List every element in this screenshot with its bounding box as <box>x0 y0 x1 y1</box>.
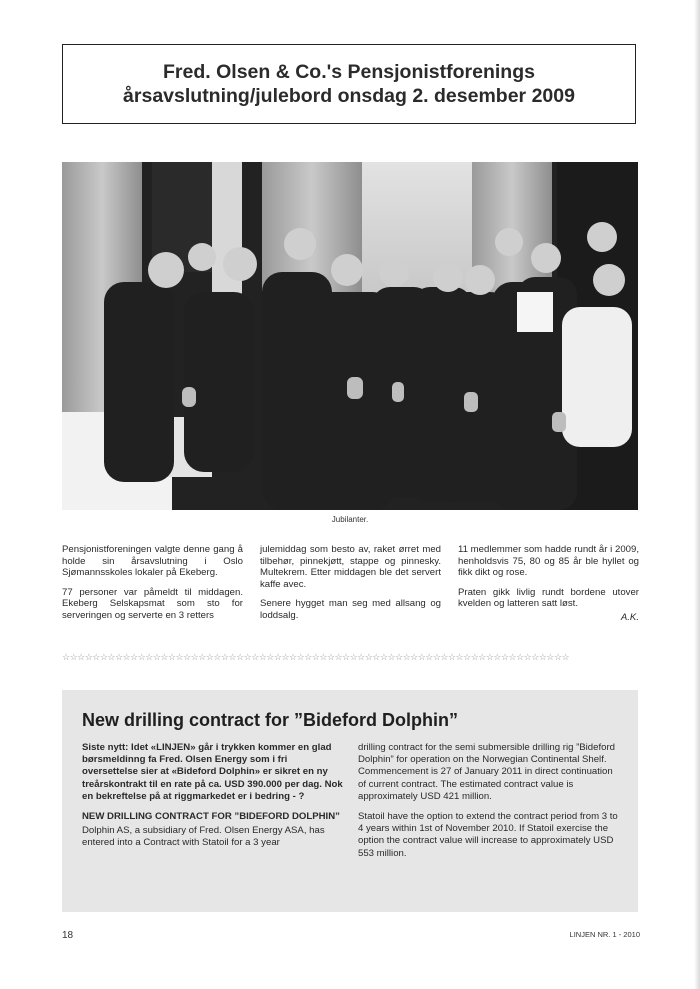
drilling-lead: Siste nytt: Idet «LINJEN» går i trykken kommer en glad børsmeldinng fa Fred. Olsen Energy som i fri oversettelse sier at «Bideford Dolphin» er sikret en ny treårskontrakt til en rate på ca. USD 390.000 per dag. Nok en bekreftelse på at riggmarkedet er i bedring - ? <box>82 742 343 802</box>
group-photo <box>62 162 638 510</box>
star-divider: ☆☆☆☆☆☆☆☆☆☆☆☆☆☆☆☆☆☆☆☆☆☆☆☆☆☆☆☆☆☆☆☆☆☆☆☆☆☆☆☆☆☆☆☆☆☆☆☆☆☆☆☆☆☆☆☆☆☆☆☆☆☆☆☆☆☆☆ <box>62 652 570 662</box>
title-line-2: årsavslutning/julebord onsdag 2. desember 2009 <box>123 85 575 107</box>
article-column-3 <box>458 544 639 624</box>
article-column-1 <box>62 544 243 630</box>
drilling-column-right <box>358 742 618 868</box>
page-number: 18 <box>62 930 74 941</box>
article-paragraph: 11 medlemmer som hadde rundt år i 2009, henholdsvis 75, 80 og 85 år ble hyllet og fikk dikt og rose. <box>458 544 639 579</box>
title-line-1: Fred. Olsen & Co.'s Pensjonistforenings <box>163 61 535 83</box>
page-edge <box>694 0 700 989</box>
drilling-subheading: NEW DRILLING CONTRACT FOR ”BIDEFORD DOLPHIN” <box>82 811 340 823</box>
issue-label: LINJEN NR. 1 - 2010 <box>569 930 640 939</box>
drilling-news-box <box>62 690 638 912</box>
drilling-column-left <box>82 742 344 858</box>
drilling-paragraph: drilling contract for the semi submersible drilling rig ”Bideford Dolphin” for operation on the Norwegian Continental Shelf. Commencement is 27 of January 2011 in direct continuation of current contract. The estimated contract value is approximately USD 421 million. <box>358 742 616 802</box>
article-paragraph: Praten gikk livlig rundt bordene utover kvelden og latteren satt løst. <box>458 586 639 610</box>
article-paragraph: 77 personer var påmeldt til middagen. Ekeberg Selskapsmat som sto for serveringen og serverte en 3 retters <box>62 586 243 621</box>
drilling-heading: New drilling contract for ”Bideford Dolphin” <box>82 710 458 730</box>
title-box <box>62 44 636 124</box>
article-paragraph: Pensjonistforeningen valgte denne gang å holde sin årsavslutning i Oslo Sjømannsskoles lokaler på Ekeberg. <box>62 544 243 579</box>
article-paragraph: julemiddag som besto av, raket ørret med tilbehør, pinnekjøtt, stappe og pinnesky. Multekrem. Etter middagen ble det servert kaffe avec. <box>260 544 441 590</box>
article-paragraph: Senere hygget man seg med allsang og loddsalg. <box>260 598 441 621</box>
photo-caption: Jubilanter. <box>331 515 369 524</box>
drilling-paragraph: Statoil have the option to extend the contract period from 3 to 4 years within 1st of November 2010. If Statoil exercise the option the contract value will increase to approximately USD 553 million. <box>358 811 618 859</box>
article-column-2 <box>260 544 441 630</box>
drilling-paragraph: Dolphin AS, a subsidiary of Fred. Olsen Energy ASA, has entered into a Contract with Statoil for a 3 year <box>82 825 325 849</box>
author-signature: A.K. <box>620 611 639 623</box>
